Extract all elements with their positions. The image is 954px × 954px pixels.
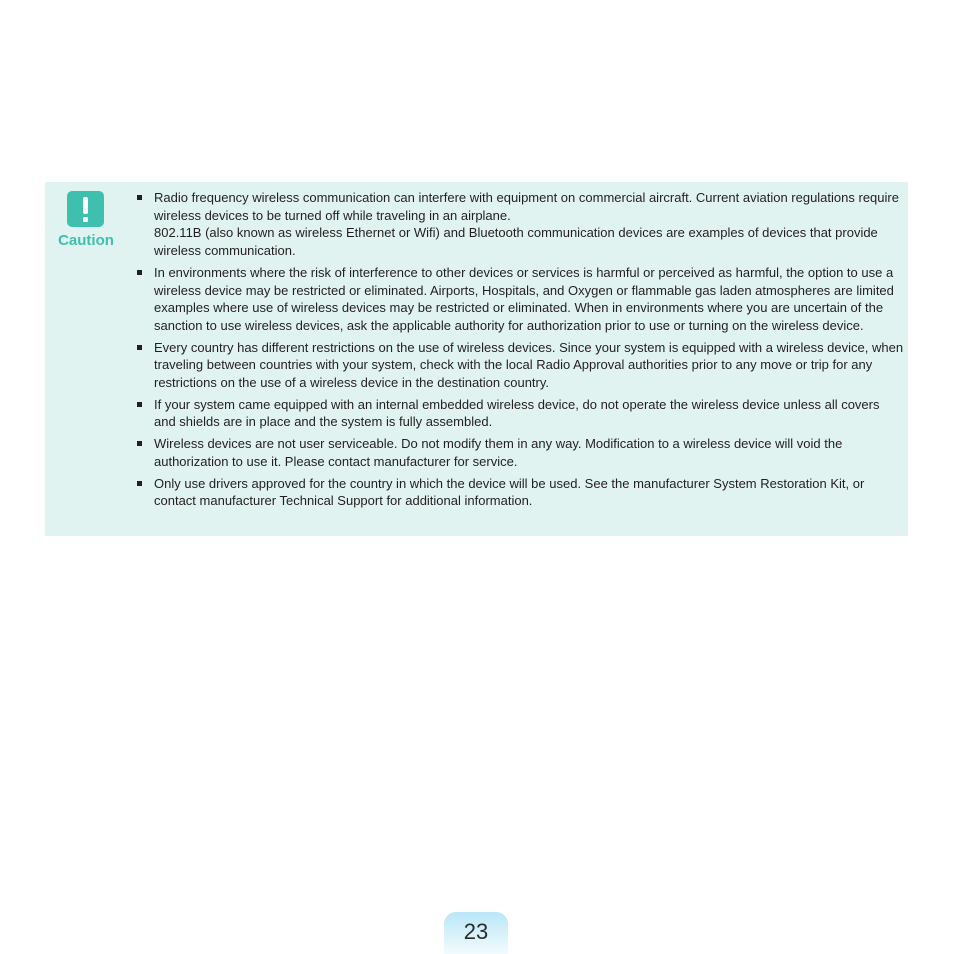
list-item-text: Wireless devices are not user serviceable. Do not modify them in any way. Modification to a wireless device will void the authorization to use it. Please contact manufacturer for service. bbox=[154, 436, 843, 469]
exclamation-icon bbox=[67, 191, 104, 227]
list-item bbox=[136, 339, 904, 392]
list-item-text: Every country has different restrictions on the use of wireless devices. Since your system is equipped with a wireless device, when traveling between countries with your system, check with the local Radio Approval authorities prior to any move or trip for any restrictions on the use of a wireless device in the destination country. bbox=[154, 339, 904, 391]
list-item bbox=[136, 435, 904, 470]
list-item bbox=[136, 396, 904, 431]
list-item bbox=[136, 475, 904, 510]
bullet-square-icon bbox=[137, 481, 142, 486]
caution-list bbox=[136, 189, 904, 514]
bullet-square-icon bbox=[137, 195, 142, 200]
bullet-square-icon bbox=[137, 345, 142, 350]
bullet-square-icon bbox=[137, 270, 142, 275]
list-item-text: In environments where the risk of interference to other devices or services is harmful or perceived as harmful, the option to use a wireless device may be restricted or eliminated. Airports, Hospitals, and Oxygen or flammable gas laden atmospheres are limited examples where use of wireless devices may be restricted or eliminated. When in environments where you are uncertain of the sanction to use wireless devices, ask the applicable authority for authorization prior to use or turning on the wireless device. bbox=[154, 264, 894, 333]
list-item bbox=[136, 189, 904, 260]
list-item-text: Radio frequency wireless communication can interfere with equipment on commercial aircraft. Current aviation regulations require wireless devices to be turned off while traveling in an airplane. bbox=[154, 190, 899, 223]
bullet-square-icon bbox=[137, 441, 142, 446]
caution-label: Caution bbox=[58, 232, 114, 249]
list-item-extra-text: 802.11B (also known as wireless Ethernet or Wifi) and Bluetooth communication devices are examples of devices that provide wireless communication. bbox=[154, 225, 878, 259]
page-number-tab bbox=[444, 912, 508, 954]
list-item bbox=[136, 264, 904, 335]
list-item-text: Only use drivers approved for the country in which the device will be used. See the manufacturer System Restoration Kit, or contact manufacturer Technical Support for additional information. bbox=[154, 475, 865, 509]
list-item-text: If your system came equipped with an internal embedded wireless device, do not operate the wireless device unless all covers and shields are in place and the system is fully assembled. bbox=[154, 396, 880, 430]
bullet-square-icon bbox=[137, 402, 142, 407]
page-number: 23 bbox=[463, 919, 489, 944]
caution-box bbox=[45, 182, 908, 536]
